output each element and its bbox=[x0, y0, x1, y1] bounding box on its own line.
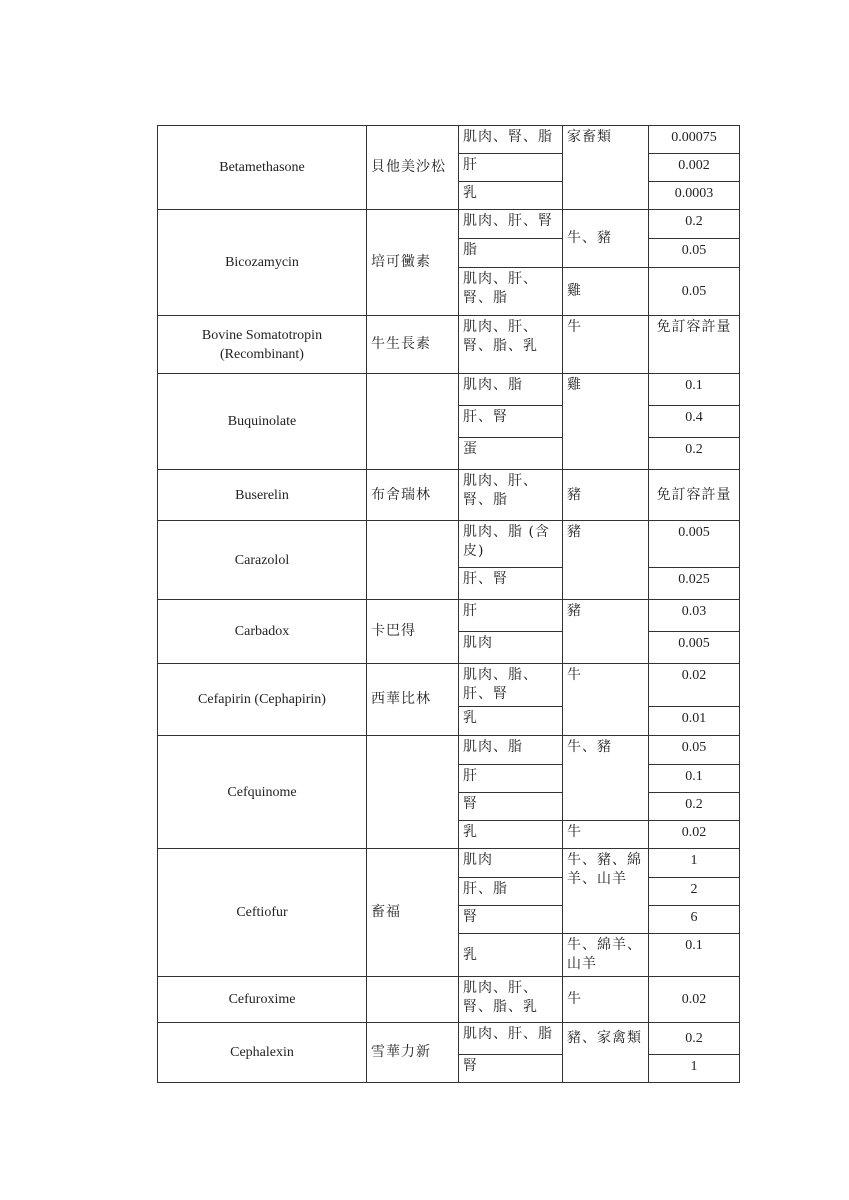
species-cell: 牛 bbox=[563, 316, 649, 374]
chinese-name-cell: 雪華力新 bbox=[367, 1023, 459, 1083]
species-cell: 牛、豬 bbox=[563, 210, 649, 268]
residue-limit-table bbox=[157, 125, 740, 1083]
tissue-cell: 肝、腎 bbox=[459, 568, 563, 600]
chinese-name-cell bbox=[367, 736, 459, 849]
chinese-name-cell: 貝他美沙松 bbox=[367, 126, 459, 210]
mrl-cell: 0.005 bbox=[649, 521, 740, 568]
tissue-cell: 肌肉、腎、脂 bbox=[459, 126, 563, 154]
chinese-name-cell bbox=[367, 521, 459, 600]
tissue-cell: 肌肉、肝、腎 bbox=[459, 210, 563, 239]
drug-name-cell: Carbadox bbox=[158, 600, 367, 664]
drug-name-cell: Cefuroxime bbox=[158, 977, 367, 1023]
tissue-cell: 蛋 bbox=[459, 438, 563, 470]
species-cell: 豬 bbox=[563, 600, 649, 664]
tissue-cell: 脂 bbox=[459, 239, 563, 268]
drug-name-cell: Buquinolate bbox=[158, 374, 367, 470]
table-row bbox=[158, 664, 740, 707]
drug-name-cell: Bicozamycin bbox=[158, 210, 367, 316]
tissue-cell: 肌肉、脂 bbox=[459, 374, 563, 406]
table-row bbox=[158, 600, 740, 632]
tissue-cell: 肌肉、肝、腎、脂、乳 bbox=[459, 316, 563, 374]
tissue-cell: 腎 bbox=[459, 1055, 563, 1083]
tissue-cell: 肝、腎 bbox=[459, 406, 563, 438]
tissue-cell: 肌肉、肝、腎、脂 bbox=[459, 268, 563, 316]
table-row bbox=[158, 210, 740, 239]
mrl-cell: 免訂容許量 bbox=[649, 316, 740, 374]
species-cell: 豬、家禽類 bbox=[563, 1023, 649, 1083]
tissue-cell: 肌肉、肝、腎、脂 bbox=[459, 470, 563, 521]
tissue-cell: 肌肉 bbox=[459, 632, 563, 664]
chinese-name-cell: 卡巴得 bbox=[367, 600, 459, 664]
species-cell: 牛 bbox=[563, 977, 649, 1023]
tissue-cell: 肌肉、脂 (含皮) bbox=[459, 521, 563, 568]
table-row bbox=[158, 521, 740, 568]
tissue-cell: 肌肉 bbox=[459, 849, 563, 878]
table-row bbox=[158, 977, 740, 1023]
mrl-cell: 0.0003 bbox=[649, 182, 740, 210]
drug-name-cell: Ceftiofur bbox=[158, 849, 367, 977]
mrl-cell: 0.03 bbox=[649, 600, 740, 632]
species-cell: 雞 bbox=[563, 374, 649, 470]
tissue-cell: 乳 bbox=[459, 934, 563, 977]
mrl-cell: 0.05 bbox=[649, 268, 740, 316]
species-cell: 牛、豬 bbox=[563, 736, 649, 821]
mrl-cell: 0.1 bbox=[649, 374, 740, 406]
mrl-cell: 免訂容許量 bbox=[649, 470, 740, 521]
table-row bbox=[158, 736, 740, 765]
mrl-cell: 6 bbox=[649, 906, 740, 934]
chinese-name-cell: 培可黴素 bbox=[367, 210, 459, 316]
drug-name-cell: Cephalexin bbox=[158, 1023, 367, 1083]
mrl-cell: 0.4 bbox=[649, 406, 740, 438]
chinese-name-cell: 畜福 bbox=[367, 849, 459, 977]
mrl-cell: 0.2 bbox=[649, 793, 740, 821]
tissue-cell: 肌肉、脂、肝、腎 bbox=[459, 664, 563, 707]
tissue-cell: 腎 bbox=[459, 793, 563, 821]
mrl-cell: 0.02 bbox=[649, 821, 740, 849]
drug-name-cell: Bovine Somatotropin (Recombinant) bbox=[158, 316, 367, 374]
mrl-cell: 0.02 bbox=[649, 664, 740, 707]
table-row bbox=[158, 316, 740, 374]
tissue-cell: 肝 bbox=[459, 154, 563, 182]
mrl-cell: 0.02 bbox=[649, 977, 740, 1023]
tissue-cell: 肝 bbox=[459, 600, 563, 632]
drug-name-cell: Carazolol bbox=[158, 521, 367, 600]
table-row bbox=[158, 374, 740, 406]
mrl-cell: 0.2 bbox=[649, 210, 740, 239]
species-cell: 牛 bbox=[563, 664, 649, 736]
species-cell: 雞 bbox=[563, 268, 649, 316]
species-cell: 豬 bbox=[563, 470, 649, 521]
drug-name-cell: Cefapirin (Cephapirin) bbox=[158, 664, 367, 736]
drug-name-cell: Betamethasone bbox=[158, 126, 367, 210]
tissue-cell: 肌肉、肝、腎、脂、乳 bbox=[459, 977, 563, 1023]
table-row bbox=[158, 126, 740, 154]
mrl-cell: 0.05 bbox=[649, 736, 740, 765]
mrl-cell: 0.00075 bbox=[649, 126, 740, 154]
mrl-cell: 1 bbox=[649, 1055, 740, 1083]
species-cell: 牛、豬、綿羊、山羊 bbox=[563, 849, 649, 934]
mrl-cell: 0.05 bbox=[649, 239, 740, 268]
mrl-cell: 0.025 bbox=[649, 568, 740, 600]
chinese-name-cell bbox=[367, 374, 459, 470]
tissue-cell: 肝、脂 bbox=[459, 878, 563, 906]
chinese-name-cell: 牛生長素 bbox=[367, 316, 459, 374]
table-row bbox=[158, 1023, 740, 1055]
tissue-cell: 肌肉、肝、脂 bbox=[459, 1023, 563, 1055]
mrl-cell: 0.1 bbox=[649, 934, 740, 977]
species-cell: 豬 bbox=[563, 521, 649, 600]
tissue-cell: 乳 bbox=[459, 182, 563, 210]
mrl-cell: 0.2 bbox=[649, 438, 740, 470]
chinese-name-cell: 西華比林 bbox=[367, 664, 459, 736]
mrl-cell: 0.01 bbox=[649, 707, 740, 736]
mrl-cell: 1 bbox=[649, 849, 740, 878]
mrl-cell: 0.005 bbox=[649, 632, 740, 664]
chinese-name-cell bbox=[367, 977, 459, 1023]
tissue-cell: 腎 bbox=[459, 906, 563, 934]
tissue-cell: 乳 bbox=[459, 821, 563, 849]
chinese-name-cell: 布舍瑞林 bbox=[367, 470, 459, 521]
tissue-cell: 肝 bbox=[459, 765, 563, 793]
species-cell: 牛 bbox=[563, 821, 649, 849]
mrl-cell: 0.002 bbox=[649, 154, 740, 182]
mrl-cell: 2 bbox=[649, 878, 740, 906]
mrl-cell: 0.1 bbox=[649, 765, 740, 793]
drug-name-cell: Cefquinome bbox=[158, 736, 367, 849]
drug-name-cell: Buserelin bbox=[158, 470, 367, 521]
species-cell: 家畜類 bbox=[563, 126, 649, 210]
mrl-cell: 0.2 bbox=[649, 1023, 740, 1055]
species-cell: 牛、綿羊、山羊 bbox=[563, 934, 649, 977]
table-row bbox=[158, 849, 740, 878]
tissue-cell: 乳 bbox=[459, 707, 563, 736]
tissue-cell: 肌肉、脂 bbox=[459, 736, 563, 765]
table-row bbox=[158, 470, 740, 521]
